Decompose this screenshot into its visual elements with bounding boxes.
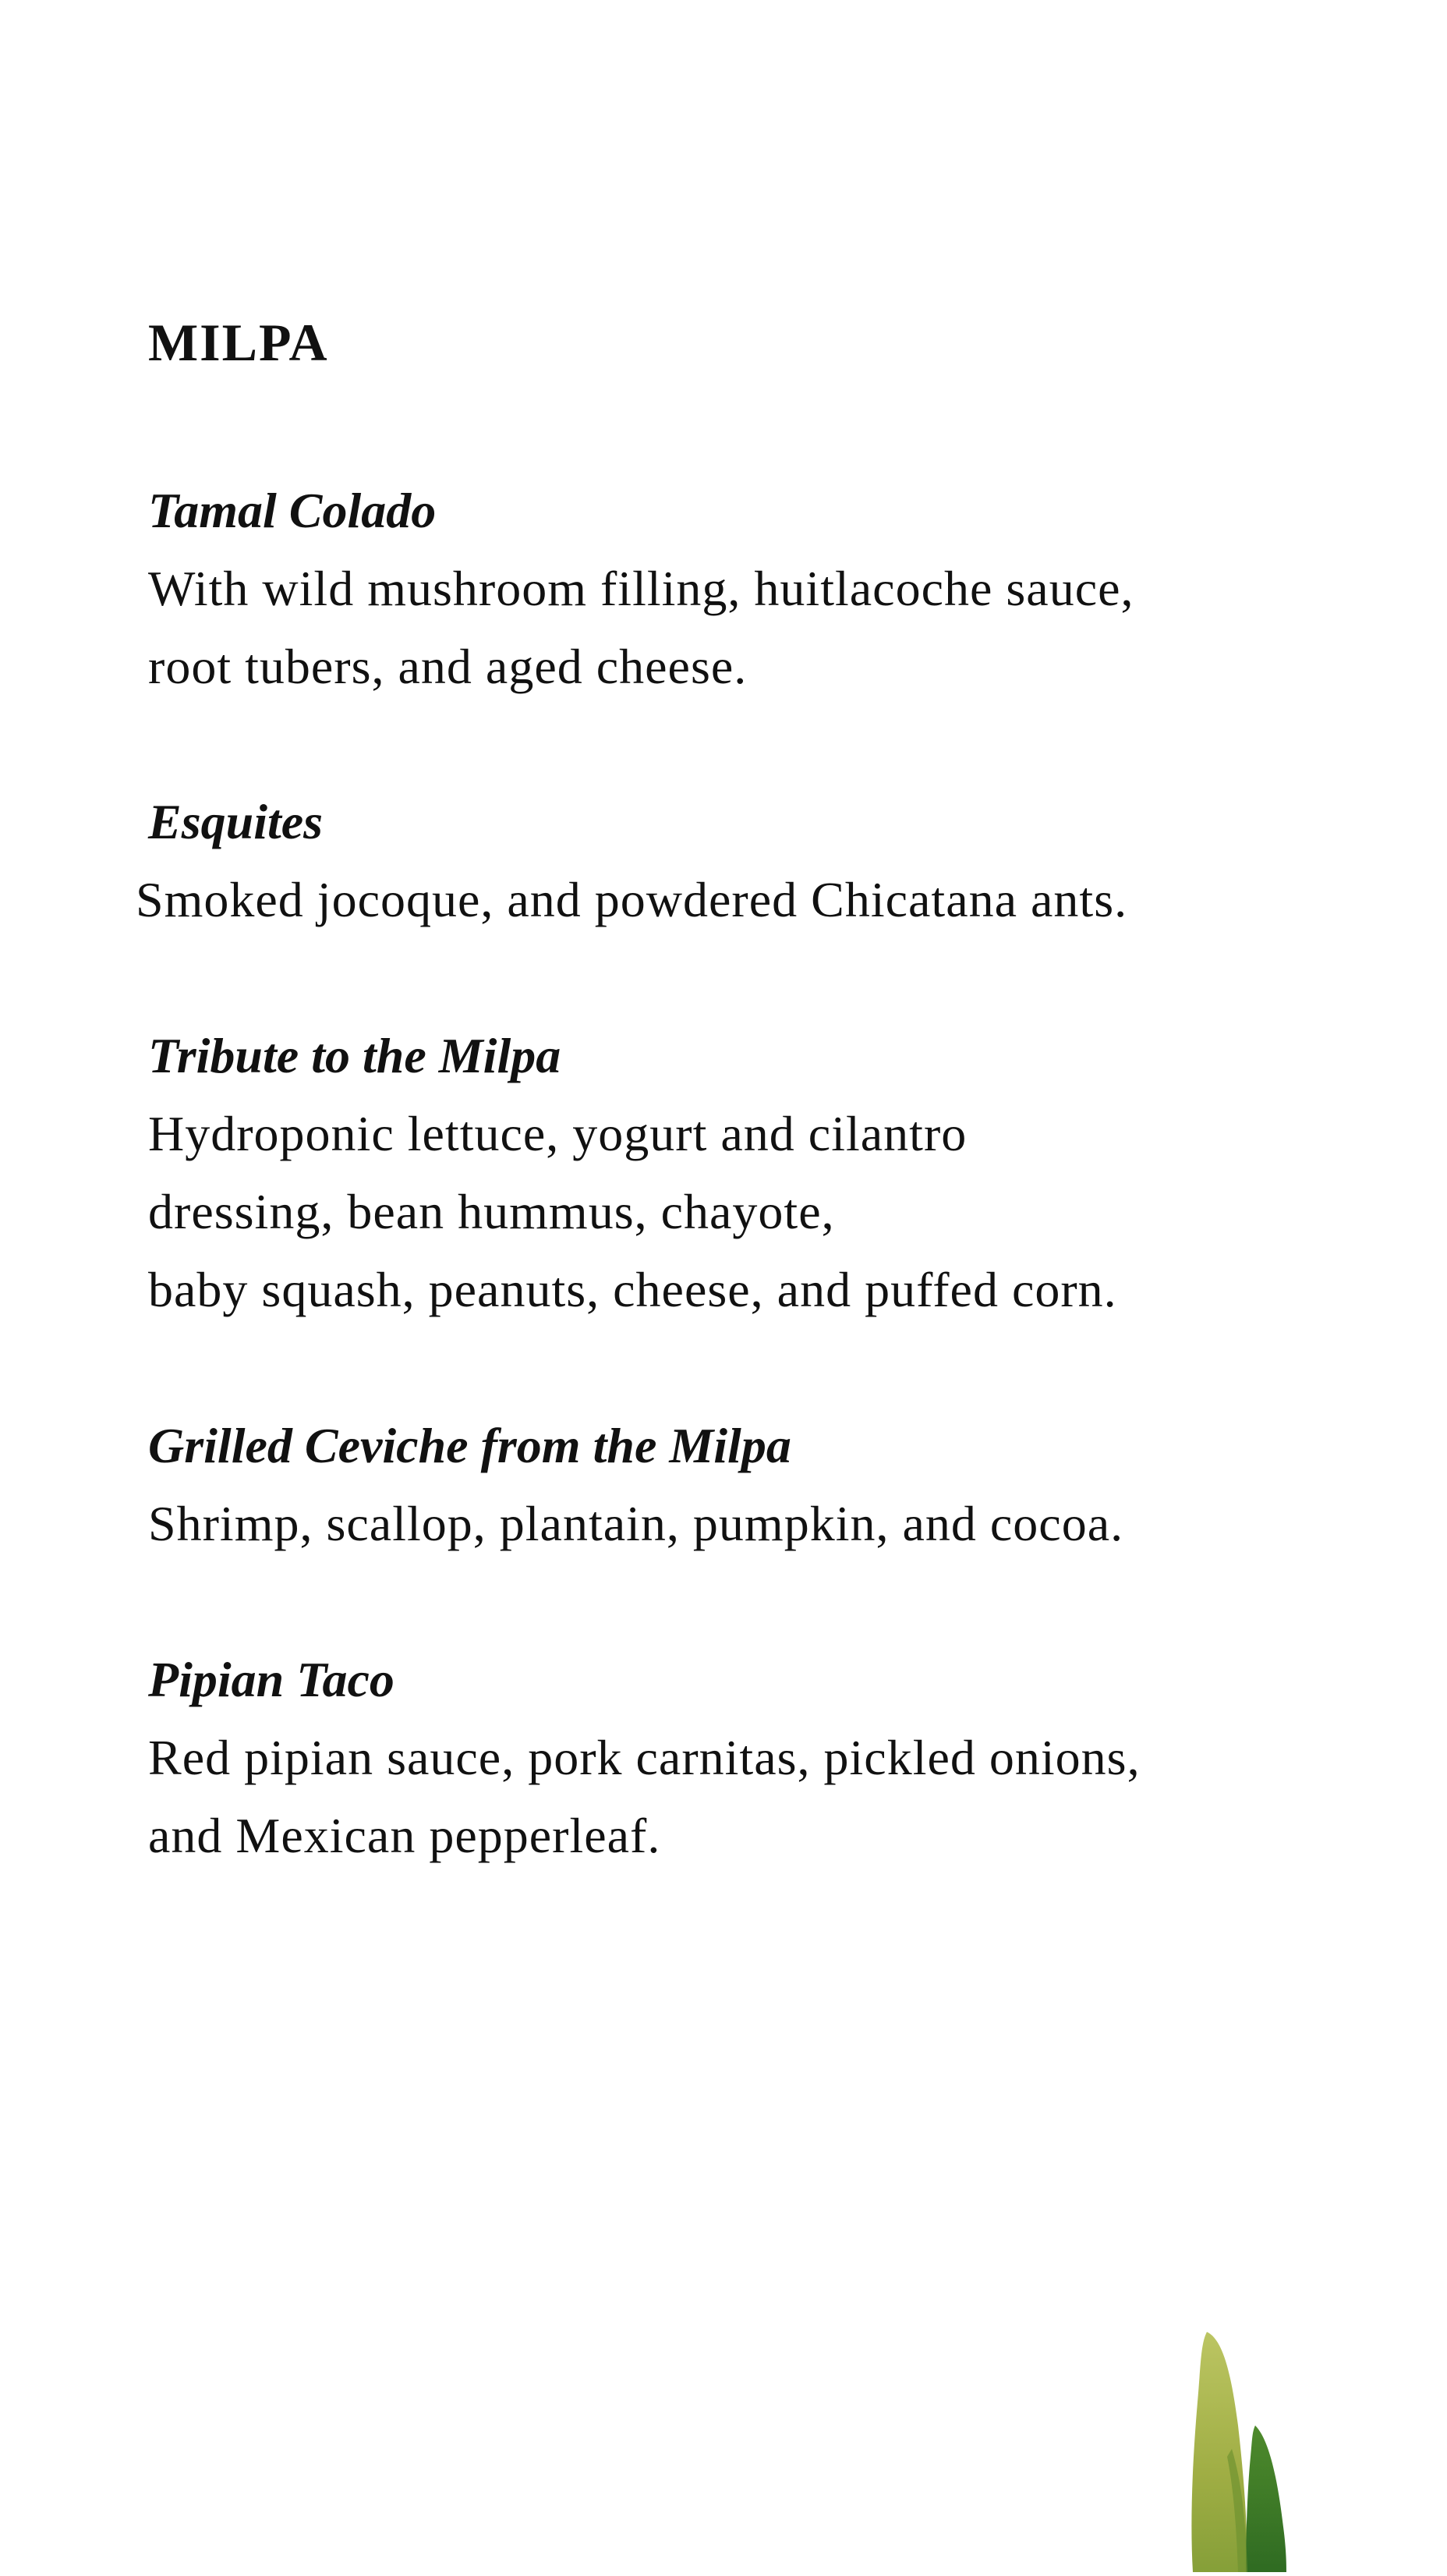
dish-description: Smoked jocoque, and powdered Chicatana ants. [136, 872, 1128, 927]
dish-name: Grilled Ceviche from the Milpa [148, 1418, 791, 1473]
dish-description: Red pipian sauce, pork carnitas, pickled onions, and Mexican pepperleaf. [148, 1730, 1141, 1863]
corn-leaf-icon [1169, 2332, 1310, 2572]
dish-description: With wild mushroom filling, huitlacoche sauce, root tubers, and aged cheese. [148, 561, 1134, 694]
dish-name: Tamal Colado [148, 483, 437, 538]
dish-name: Esquites [148, 794, 324, 849]
dish-name: Tribute to the Milpa [148, 1028, 561, 1083]
dish-description: Hydroponic lettuce, yogurt and cilantro dressing, bean hummus, chayote, baby squash, peanuts, cheese, and puffed corn. [148, 1106, 1117, 1317]
dish-pipian-taco [148, 1641, 1286, 1875]
dish-description: Shrimp, scallop, plantain, pumpkin, and cocoa. [148, 1496, 1124, 1551]
dish-esquites [136, 783, 1286, 939]
menu-title: MILPA [148, 313, 329, 372]
dish-tamal-colado [148, 472, 1286, 706]
dish-grilled-ceviche [148, 1407, 1286, 1563]
dish-tribute-to-the-milpa [148, 1017, 1286, 1329]
dish-name: Pipian Taco [148, 1652, 394, 1707]
